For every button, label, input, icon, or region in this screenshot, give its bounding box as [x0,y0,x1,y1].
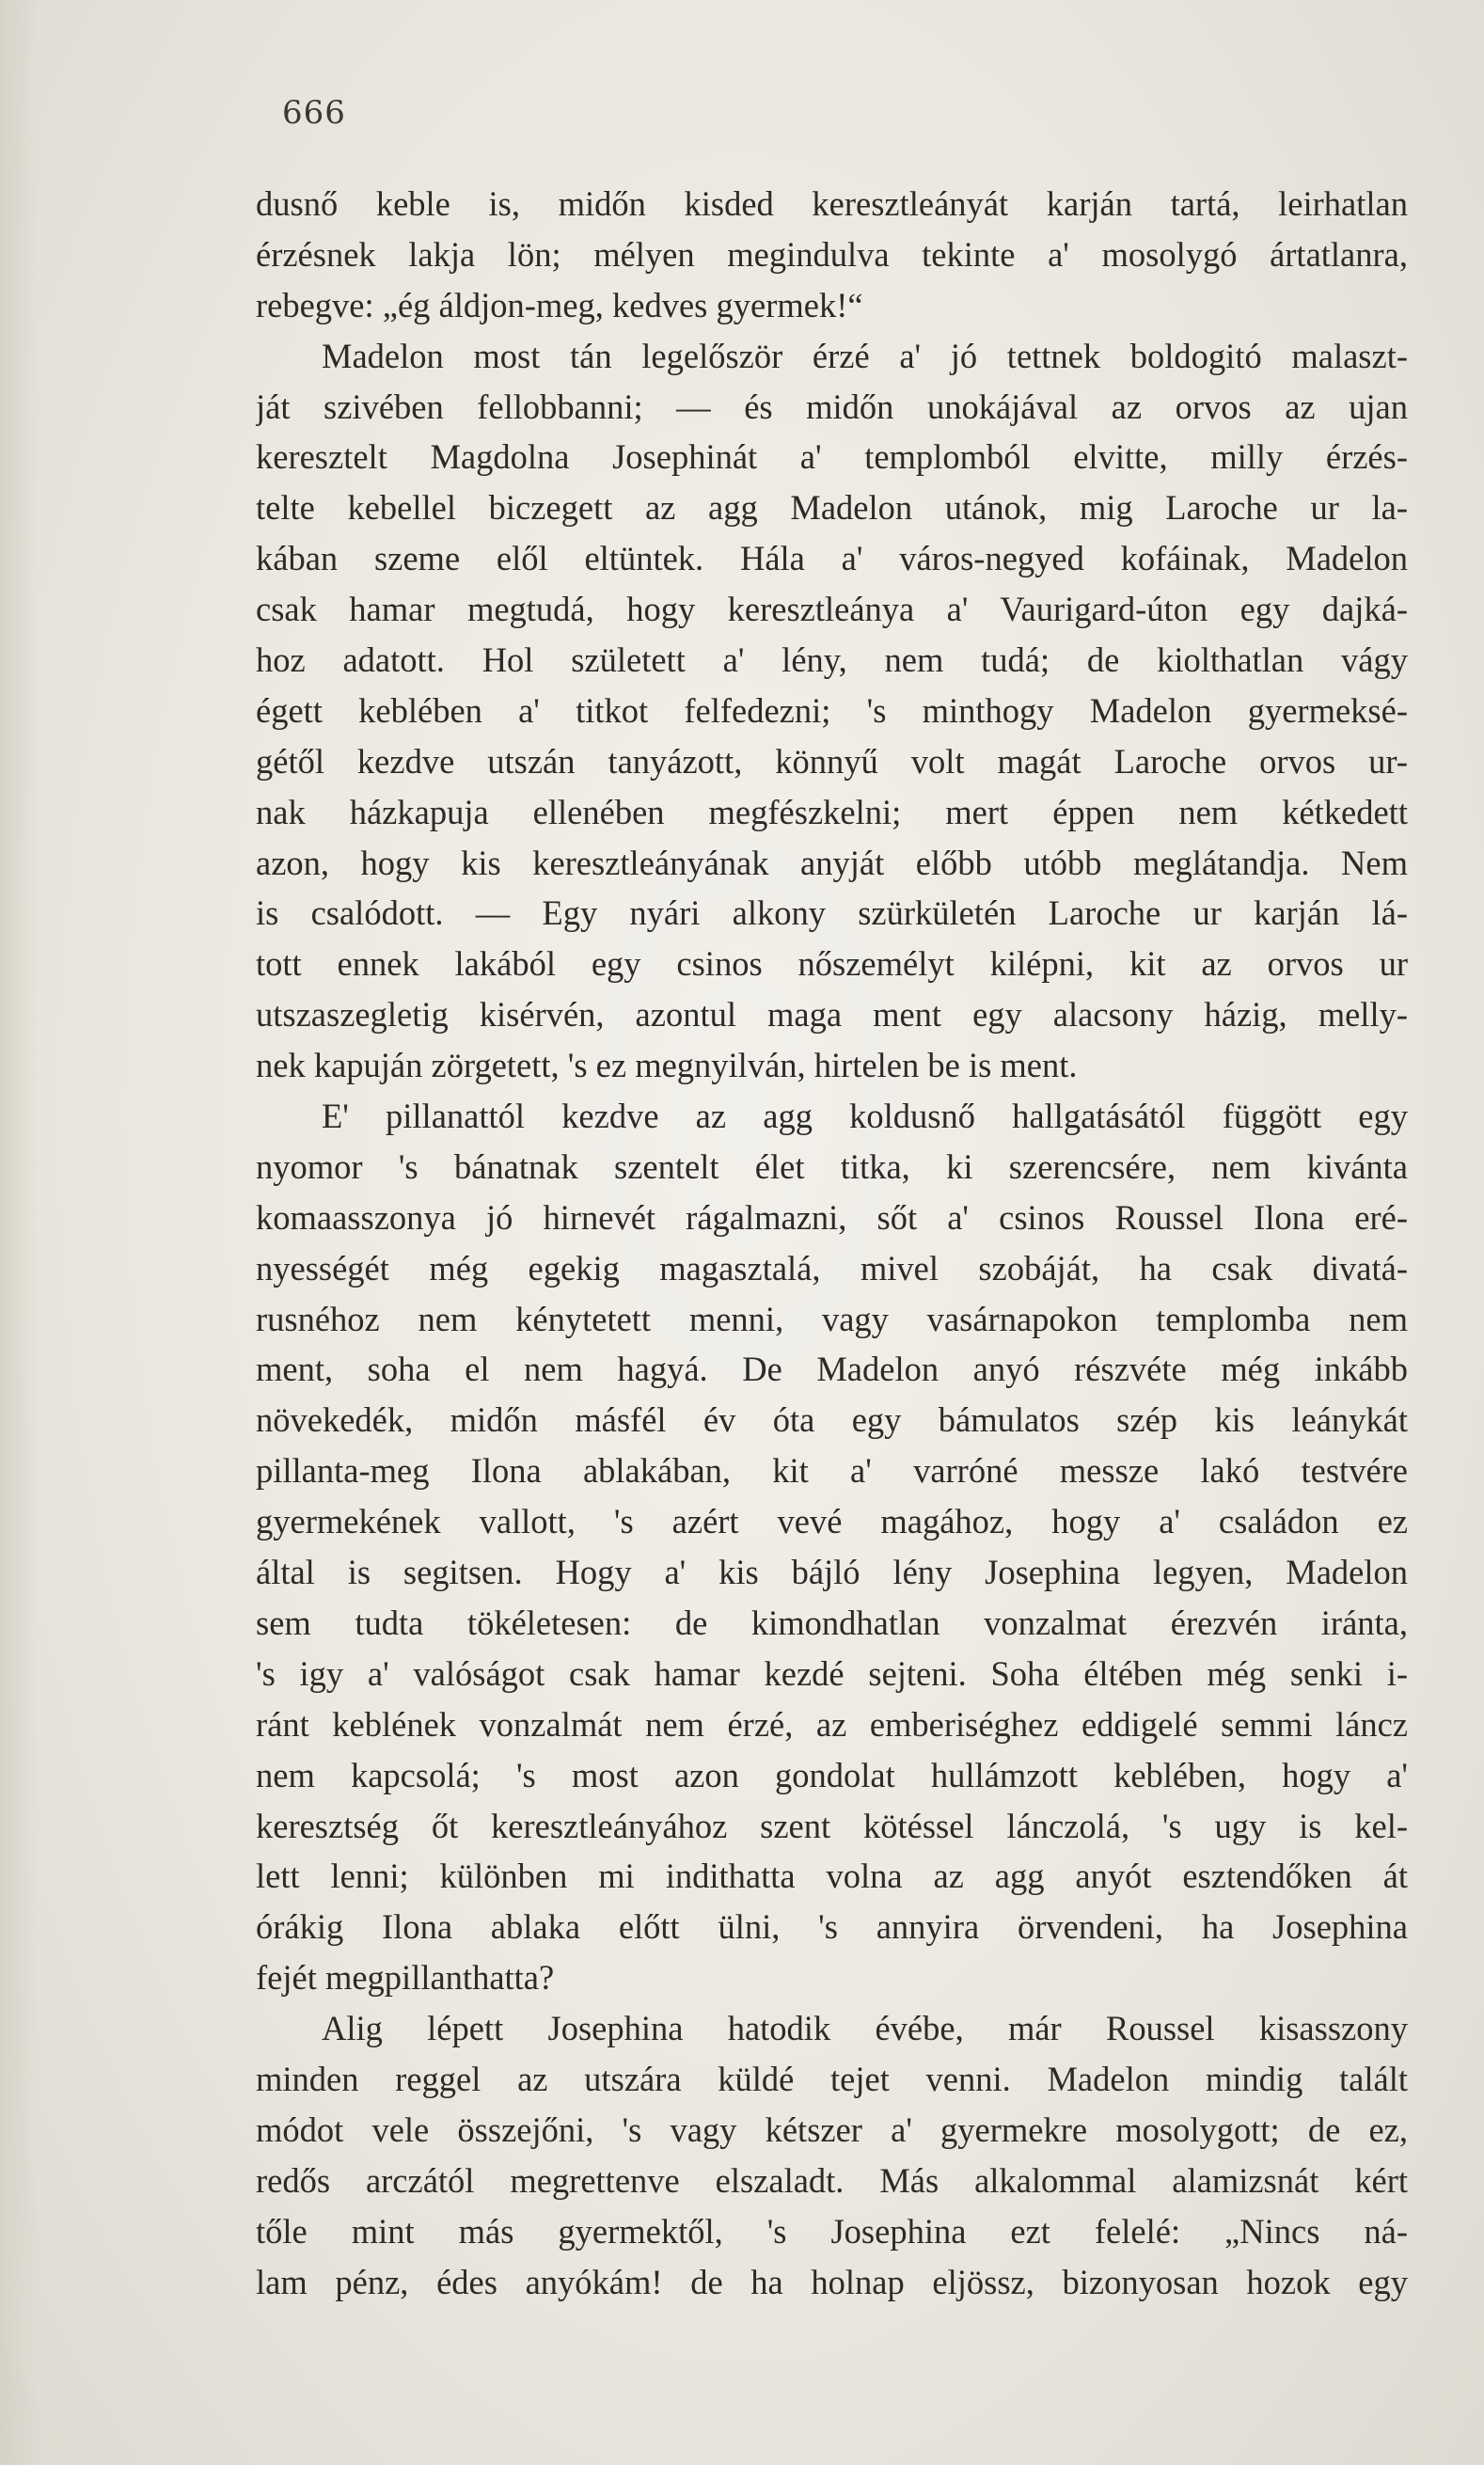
text-line: redős arczától megrettenve elszaladt. Más alkalommal alamizsnát kért [256,2160,1408,2200]
text-line: pillanta-meg Ilona ablakában, kit a' varróné messze lakó testvére [256,1451,1408,1491]
text-line: 's igy a' valóságot csak hamar kezdé sejteni. Soha éltében még senki i- [256,1653,1408,1693]
text-line: is csalódott. — Egy nyári alkony szürkületén Laroche ur karján lá- [256,893,1408,933]
text-line: dusnő keble is, midőn kisded keresztleányát karján tartá, leirhatlan [256,184,1408,223]
text-line: Alig lépett Josephina hatodik évébe, már Roussel kisasszony [322,2009,1408,2048]
text-line: módot vele összejőni, 's vagy kétszer a' gyermekre mosolygott; de ez, [256,2109,1408,2149]
text-line: által is segitsen. Hogy a' kis bájló lény Josephina legyen, Madelon [256,1553,1408,1592]
text-line: komaasszonya jó hirnevét rágalmazni, sőt a' csinos Roussel Ilona eré- [256,1197,1408,1237]
text-line: ment, soha el nem hagyá. De Madelon anyó részvéte még inkább [256,1350,1408,1389]
text-line: nek kapuján zörgetett, 's ez megnyilván, hirtelen be is ment. [256,1046,1078,1085]
text-line: nyességét még egekig magasztalá, mivel szobáját, ha csak divatá- [256,1248,1408,1288]
body-text [256,179,1408,2307]
text-line: rebegve: „ég áldjon-meg, kedves gyermek!“ [256,285,863,324]
text-line: csak hamar megtudá, hogy keresztleánya a' Vaurigard-úton egy dajká- [256,590,1408,629]
text-line: ját szivében fellobbanni; — és midőn unokájával az orvos az ujan [256,387,1408,426]
text-line: lett lenni; különben mi indithatta volna az agg anyót esztendőken át [256,1857,1408,1896]
text-line: gétől kezdve utszán tanyázott, könnyű volt magát Laroche orvos ur- [256,741,1408,781]
text-line: tott ennek lakából egy csinos nőszemélyt kilépni, kit az orvos ur [256,944,1408,984]
text-line: égett keblében a' titkot felfedezni; 's minthogy Madelon gyermeksé- [256,690,1408,730]
page-number: 666 [282,94,346,132]
text-line: utszaszegletig kisérvén, azontul maga ment egy alacsony házig, melly- [256,995,1408,1035]
text-line: fejét megpillanthatta? [256,1958,555,1998]
text-line: Madelon most tán legelőször érzé a' jó tettnek boldogitó malaszt- [322,336,1408,375]
text-line: E' pillanattól kezdve az agg koldusnő hallgatásától függött egy [322,1097,1408,1136]
text-line: hoz adatott. Hol született a' lény, nem tudá; de kiolthatlan vágy [256,640,1408,680]
text-line: minden reggel az utszára küldé tejet venni. Madelon mindig talált [256,2059,1408,2098]
text-line: rusnéhoz nem kénytetett menni, vagy vasárnapokon templomba nem [256,1299,1408,1338]
text-line: ránt keblének vonzalmát nem érzé, az emberiséghez eddigelé semmi láncz [256,1704,1408,1744]
text-line: keresztség őt keresztleányához szent kötéssel lánczolá, 's ugy is kel- [256,1806,1408,1845]
text-line: érzésnek lakja lön; mélyen megindulva tekinte a' mosolygó ártatlanra, [256,234,1408,274]
text-line: keresztelt Magdolna Josephinát a' templomból elvitte, milly érzés- [256,437,1408,477]
text-line: tőle mint más gyermektől, 's Josephina ezt felelé: „Nincs ná- [256,2211,1408,2251]
text-line: nyomor 's bánatnak szentelt élet titka, ki szerencsére, nem kivánta [256,1146,1408,1186]
text-line: lam pénz, édes anyókám! de ha holnap eljössz, bizonyosan hozok egy [256,2262,1408,2301]
text-line: gyermekének vallott, 's azért vevé magához, hogy a' családon ez [256,1502,1408,1541]
text-line: nem kapcsolá; 's most azon gondolat hullámzott keblében, hogy a' [256,1755,1408,1794]
text-line: telte kebellel biczegett az agg Madelon utánok, mig Laroche ur la- [256,488,1408,528]
text-line: nak házkapuja ellenében megfészkelni; mert éppen nem kétkedett [256,792,1408,831]
text-line: azon, hogy kis keresztleányának anyját előbb utóbb meglátandja. Nem [256,843,1408,882]
text-line: sem tudta tökéletesen: de kimondhatlan vonzalmat érezvén iránta, [256,1603,1408,1642]
text-line: órákig Ilona ablaka előtt ülni, 's annyira örvendeni, ha Josephina [256,1907,1408,1947]
text-line: kában szeme elől eltüntek. Hála a' város-negyed kofáinak, Madelon [256,539,1408,578]
text-line: növekedék, midőn másfél év óta egy bámulatos szép kis leánykát [256,1400,1408,1440]
